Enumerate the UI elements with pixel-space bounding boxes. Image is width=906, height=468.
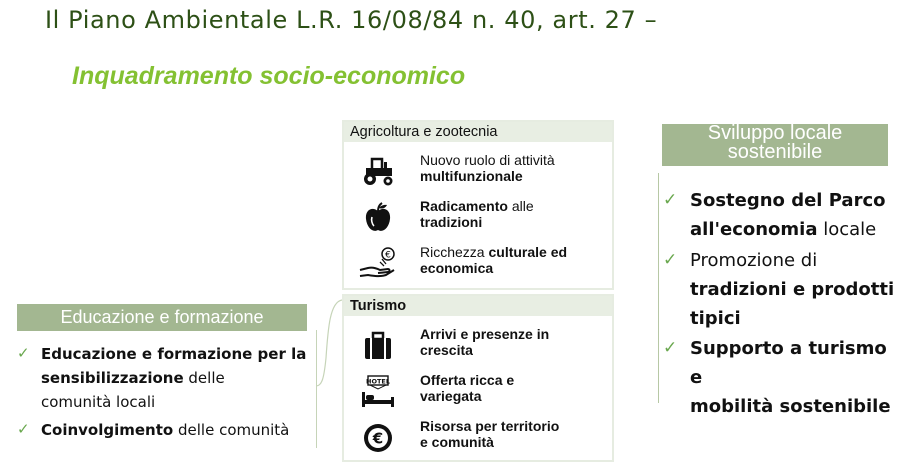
turismo-item-offerta (344, 372, 612, 412)
sviluppo-item-supporto: ✓ Supporto a turismo e mobilità sostenibile (663, 338, 891, 417)
suitcase-icon (358, 326, 398, 366)
check-icon: ✓ (663, 190, 678, 209)
hand-euro-icon (358, 244, 398, 284)
page-title: Il Piano Ambientale L.R. 16/08/84 n. 40, art. 27 – (45, 6, 658, 34)
check-icon: ✓ (663, 338, 678, 357)
sviluppo-item-promozione: ✓ Promozione di tradizioni e prodotti tipici (663, 250, 895, 329)
svg-text:€: € (372, 429, 384, 448)
check-icon: ✓ (663, 250, 678, 269)
turismo-panel (342, 294, 614, 462)
page-subtitle: Inquadramento socio-economico (72, 62, 466, 90)
educazione-item-formazione: ✓ Educazione e formazione per la sensibilizzazione delle comunità locali (17, 345, 307, 411)
turismo-item-risorsa (344, 418, 612, 458)
agricoltura-panel (342, 120, 614, 290)
check-icon: ✓ (17, 421, 30, 438)
sviluppo-item-sostegno: ✓ Sostegno del Parco all'economia locale (663, 190, 886, 240)
agricoltura-item-radicamento (344, 198, 612, 238)
educazione-header: Educazione e formazione (17, 304, 307, 331)
check-icon: ✓ (17, 345, 30, 362)
turismo-item-text: Offerta ricca e variegata (420, 372, 515, 404)
hotel-bed-icon (358, 372, 398, 412)
agricoltura-item-multifunzionale (344, 152, 612, 192)
svg-text:€: € (385, 250, 391, 261)
turismo-header: Turismo (344, 296, 612, 316)
sviluppo-header: Sviluppo locale sostenibile (662, 124, 888, 166)
turismo-item-text: Risorsa per territorio e comunità (420, 418, 560, 450)
connector-line (316, 298, 342, 388)
agricoltura-item-text: Ricchezza culturale ed economica (420, 244, 568, 276)
tractor-icon (358, 152, 398, 192)
svg-text:HOTEL: HOTEL (366, 377, 390, 386)
euro-coin-icon (358, 418, 398, 458)
agricoltura-item-text: Nuovo ruolo di attività multifunzionale (420, 152, 555, 184)
agricoltura-item-ricchezza (344, 244, 612, 284)
apple-icon (358, 198, 398, 238)
agricoltura-header: Agricoltura e zootecnia (344, 122, 612, 142)
agricoltura-item-text: Radicamento alle tradizioni (420, 198, 534, 230)
turismo-item-text: Arrivi e presenze in crescita (420, 326, 550, 358)
turismo-item-arrivi (344, 326, 612, 366)
educazione-item-coinvolgimento: ✓ Coinvolgimento delle comunità (17, 421, 290, 439)
divider (658, 173, 659, 403)
